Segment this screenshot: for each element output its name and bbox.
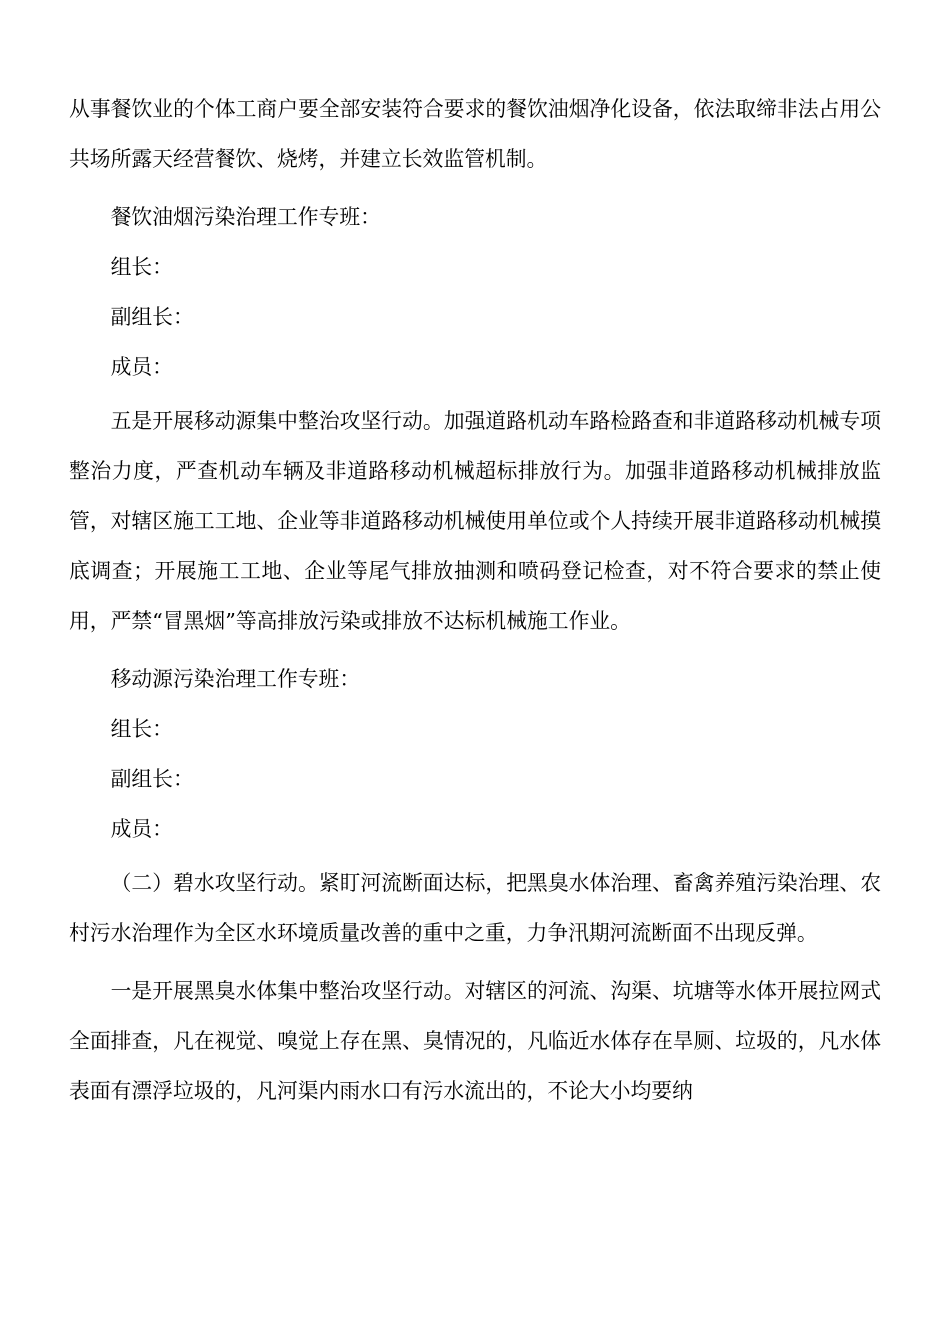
document-page (69, 84, 881, 1116)
team1-title: 餐饮油烟污染治理工作专班： (110, 205, 381, 229)
paragraph-catering-equipment: 从事餐饮业的个体工商户要全部安装符合要求的餐饮油烟净化设备，依法取缔非法占用公共场所露天经营餐饮、烧烤，并建立长效监管机制。 (69, 97, 881, 171)
paragraph-black-odorous-water: 一是开展黑臭水体集中整治攻坚行动。对辖区的河流、沟渠、坑塘等水体开展拉网式全面排查，凡在视觉、嗅觉上存在黑、臭情况的，凡临近水体存在旱厕、垃圾的，凡水体表面有漂浮垃圾的，凡河渠内雨水口有污水流出的，不论大小均要纳 (69, 979, 881, 1103)
team2-leader: 组长： (110, 717, 173, 741)
paragraph-clear-water: （二）碧水攻坚行动。紧盯河流断面达标，把黑臭水体治理、畜禽养殖污染治理、农村污水治理作为全区水环境质量改善的重中之重，力争汛期河流断面不出现反弹。 (69, 871, 881, 945)
paragraph-mobile-source: 五是开展移动源集中整治攻坚行动。加强道路机动车路检路查和非道路移动机械专项整治力度，严查机动车辆及非道路移动机械超标排放行为。加强非道路移动机械排放监管，对辖区施工工地、企业等非道路移动机械使用单位或个人持续开展非道路移动机械摸底调查；开展施工工地、企业等尾气排放抽测和喷码登记检查，对不符合要求的禁止使用，严禁“冒黑烟”等高排放污染或排放不达标机械施工作业。 (69, 409, 881, 633)
team2-title: 移动源污染治理工作专班： (110, 667, 361, 691)
team1-leader: 组长： (110, 255, 173, 279)
team1-deputy: 副组长： (110, 305, 194, 329)
team1-members: 成员： (110, 355, 173, 379)
team2-deputy: 副组长： (110, 767, 194, 791)
team2-members: 成员： (110, 817, 173, 841)
